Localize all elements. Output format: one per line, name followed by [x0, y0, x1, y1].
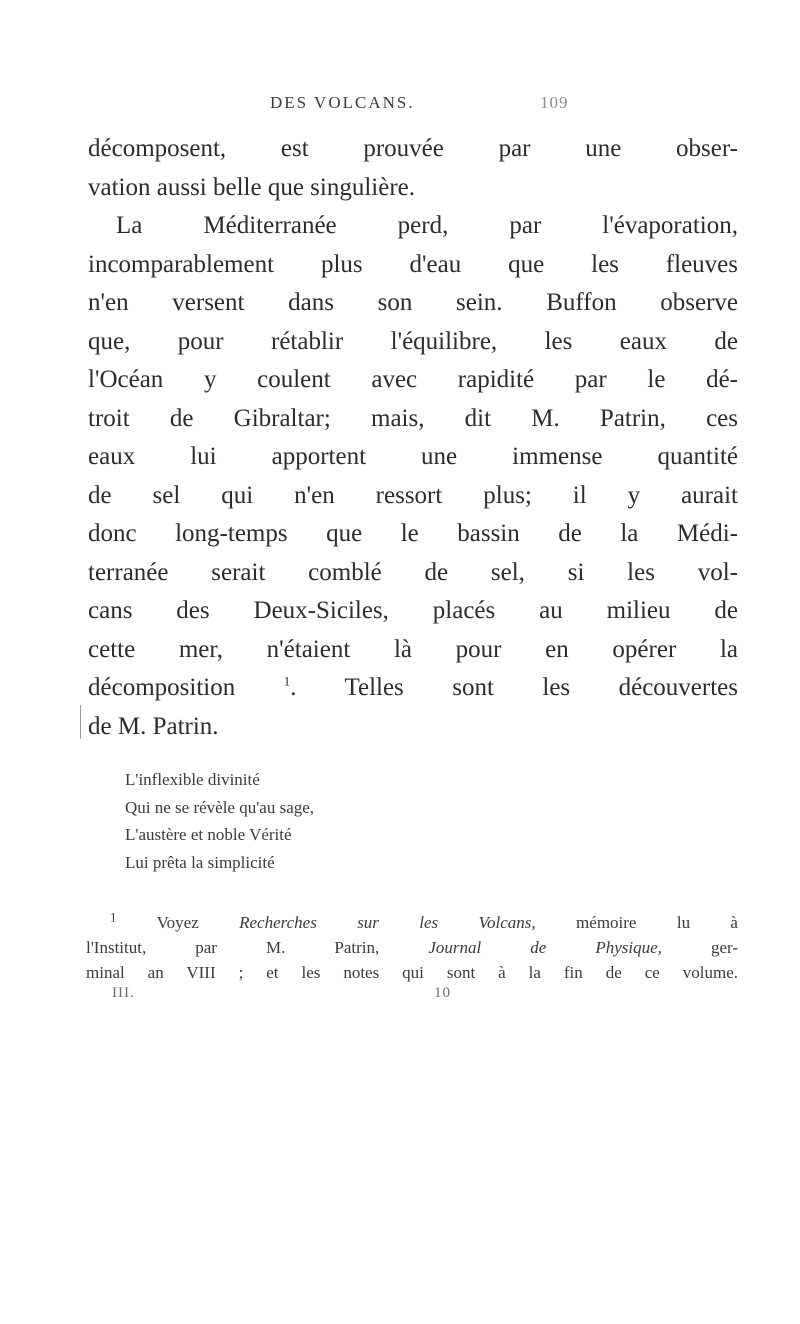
signature-mark: III.	[112, 985, 135, 1001]
body-line: cans des Deux-Siciles, placés au milieu de	[88, 597, 738, 624]
verse-line: L'austère et noble Vérité	[125, 825, 292, 844]
footnote	[86, 910, 738, 985]
footnote-title: Recherches sur les Volcans,	[239, 913, 536, 932]
verse-quote	[125, 766, 685, 876]
body-line-tail: . Telles sont les découvertes	[290, 674, 739, 701]
signature-number: 10	[434, 985, 451, 1001]
body-paragraph	[88, 130, 738, 746]
verse-line: L'inflexible divinité	[125, 770, 260, 789]
footnote-line: minal an VIII ; et les notes qui sont à la fin de ce volume.	[86, 963, 738, 982]
body-line: troit de Gibraltar; mais, dit M. Patrin, ces	[88, 404, 738, 432]
footnote-reference: 1	[283, 673, 291, 689]
body-line: décomposent, est prouvée par une obser-	[88, 135, 738, 162]
body-line: que, pour rétablir l'équilibre, les eaux de	[88, 327, 738, 355]
footnote-text: mémoire lu à	[535, 913, 738, 932]
verse-line: Qui ne se révèle qu'au sage,	[125, 797, 315, 817]
running-title: DES VOLCANS.	[270, 93, 415, 112]
footnote-text: Voyez	[156, 913, 240, 932]
body-line: n'en versent dans son sein. Buffon observe	[88, 289, 738, 316]
body-line: terranée serait comblé de sel, si les vol-	[88, 558, 738, 586]
body-line: La Méditerranée perd, par l'évaporation,	[116, 212, 738, 239]
body-line: eaux lui apportent une immense quantité	[88, 443, 738, 470]
footnote-line	[86, 910, 738, 935]
footnote-marker: 1	[110, 909, 117, 925]
body-line: cette mer, n'étaient là pour en opérer la	[88, 635, 738, 663]
footnote-text: ger-	[661, 938, 738, 957]
verse-line: Lui prêta la simplicité	[125, 852, 275, 872]
body-line: de M. Patrin.	[88, 712, 219, 740]
body-line: donc long-temps que le bassin de la Médi-	[88, 520, 738, 547]
body-line-with-note	[88, 669, 738, 708]
body-line-text: décomposition	[88, 674, 236, 701]
margin-rule	[80, 705, 81, 739]
body-line: incomparablement plus d'eau que les fleuves	[88, 250, 738, 278]
footnote-text: l'Institut, par M. Patrin,	[86, 938, 429, 957]
footnote-line	[86, 935, 738, 960]
running-head	[0, 93, 800, 117]
body-line: de sel qui n'en ressort plus; il y aurait	[88, 481, 738, 509]
body-line: l'Océan y coulent avec rapidité par le dé-	[88, 366, 738, 393]
footnote-journal: Journal de Physique,	[428, 938, 662, 957]
body-line: vation aussi belle que singulière.	[88, 173, 416, 201]
page-number: 109	[540, 93, 569, 112]
